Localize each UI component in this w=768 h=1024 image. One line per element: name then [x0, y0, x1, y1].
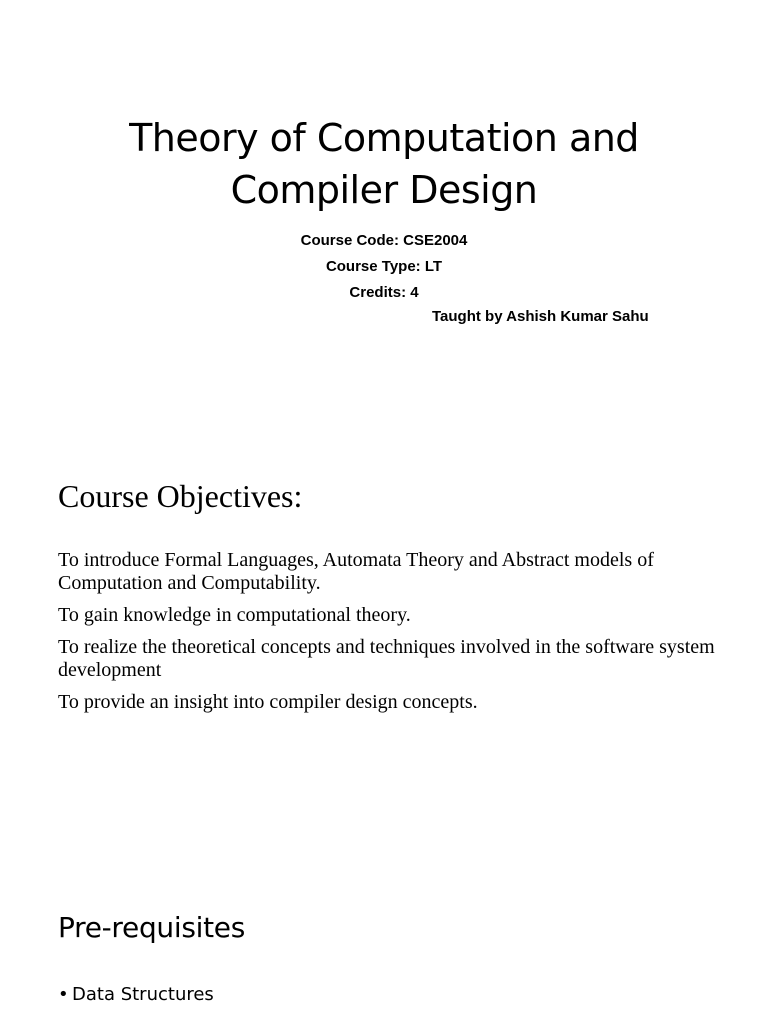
prerequisites-list	[58, 982, 214, 1008]
course-title-line-1: Theory of Computation and	[129, 116, 639, 160]
objectives-list	[58, 549, 718, 723]
course-meta	[0, 228, 768, 306]
objective-item: To realize the theoretical concepts and techniques involved in the software system development	[58, 636, 715, 681]
prerequisite-item	[58, 982, 214, 1008]
course-credits: Credits: 4	[349, 284, 419, 301]
objective-item: To introduce Formal Languages, Automata Theory and Abstract models of Computation and Computability.	[58, 549, 654, 594]
objective-item: To provide an insight into compiler design concepts.	[58, 691, 478, 713]
objectives-heading: Course Objectives:	[58, 478, 303, 514]
prerequisite-label: Data Structures	[72, 984, 214, 1005]
objective-item: To gain knowledge in computational theory.	[58, 604, 411, 626]
course-title-line-2: Compiler Design	[230, 168, 538, 212]
course-type: Course Type: LT	[325, 258, 443, 275]
course-title	[0, 112, 768, 216]
instructor-name: Taught by Ashish Kumar Sahu	[432, 308, 649, 325]
course-code: Course Code: CSE2004	[300, 232, 468, 249]
bullet-icon: •	[58, 984, 69, 1005]
prerequisites-heading: Pre-requisites	[58, 911, 246, 944]
